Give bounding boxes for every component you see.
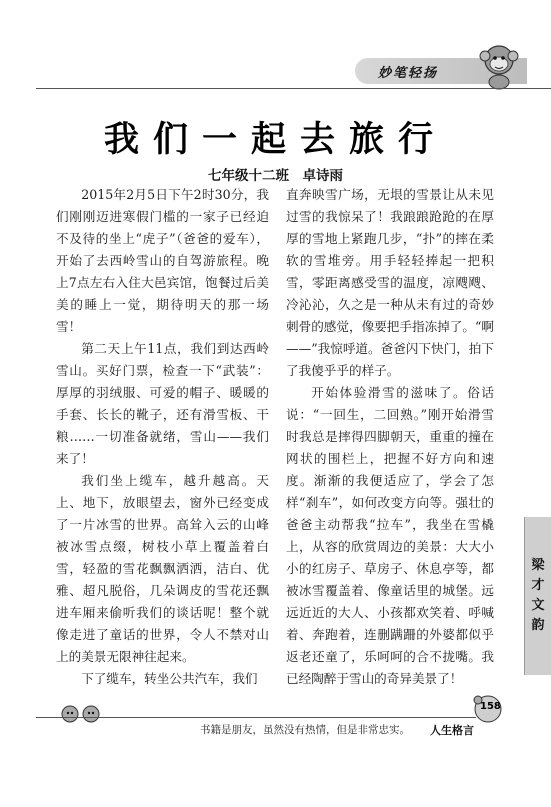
side-tab-label: 梁才文韵 [531,558,545,633]
left-column [56,184,269,690]
footer-quote: 书籍是朋友，虽然没有热情，但是非常忠实。 [200,724,410,736]
section-label: 妙笔轻扬 [378,66,439,81]
twin-monkeys-icon [58,700,104,730]
article-byline: 七年级十二班 卓诗雨 [208,168,343,184]
footer-quote-source: 人生格言 [430,724,474,737]
paragraph: 我们坐上缆车，越升越高。天上、地下，放眼望去，窗外已经变成了一片冰雪的世界。高耸入云的山峰被冰雪点缀，树枝小草上覆盖着白雪，轻盈的雪花飘飘洒洒，洁白、优雅、超凡脱俗，几朵调皮的雪花还飘进车厢来偷听我们的谈话呢！整个就像走进了童话的世界，令人不禁对山上的美景无限神往起来。 [56,473,269,664]
paragraph: 直奔映雪广场，无垠的雪景让从未见过雪的我惊呆了！我踉踉跄跄的在厚厚的雪地上紧跑几步，“扑”的摔在柔软的雪堆旁。用手轻轻捧起一把积雪，零距离感受雪的温度，凉飕飕、冷沁沁，久之是一种从未有过的奇妙刺骨的感觉，像要把手指冻掉了。“啊——”我惊呼道。爸爸闪下快门，拍下了我傻乎乎的样子。 [286,187,494,378]
paragraph: 下了缆车，转坐公共汽车，我们 [81,671,258,686]
paragraph: 开始体验滑雪的滋味了。俗话说：“一回生，二回熟。”刚开始滑雪时我总是摔得四脚朝天，重重的撞在网状的围栏上，把握不好方向和速度。渐渐的我便适应了，学会了怎样“刹车”，如何改变方向等。强壮的爸爸主动帮我“拉车”，我坐在雪橇上，从容的欣赏周边的美景：大大小小的红房子、草房子、休息亭等，都被冰雪覆盖着、像童话里的城堡。远远近近的大人、小孩都欢笑着、呼喊着、奔跑着，连删蹒跚的外婆都似乎返老还童了，乐呵呵的合不拢嘴。我已经陶醉于雪山的奇异美景了！ [286,385,494,686]
header-rule [36,88,551,89]
article-title: 我们一起去旅行 [103,119,447,160]
footer-rule [36,717,476,718]
page-number: 158 [480,701,501,712]
paragraph: 2015年2月5日下午2时30分，我们刚刚迈进寒假门槛的一家子已经迫不及待的坐上“虎子”（爸爸的爱车），开始了去西岭雪山的自驾游旅程。晚上7点左右入住大邑宾馆，饱餐过后美美的睡上一觉，期待明天的那一场雪！ [56,187,269,334]
right-column [286,184,494,690]
paragraph: 第二天上午11点，我们到达西岭雪山。买好门票，检查一下“武装”：厚厚的羽绒服、可爱的帽子、暖暖的手套、长长的靴子，还有滑雪板、干粮……一切准备就绪，雪山——我们来了！ [56,341,269,466]
monkey-mascot-icon [470,38,528,90]
